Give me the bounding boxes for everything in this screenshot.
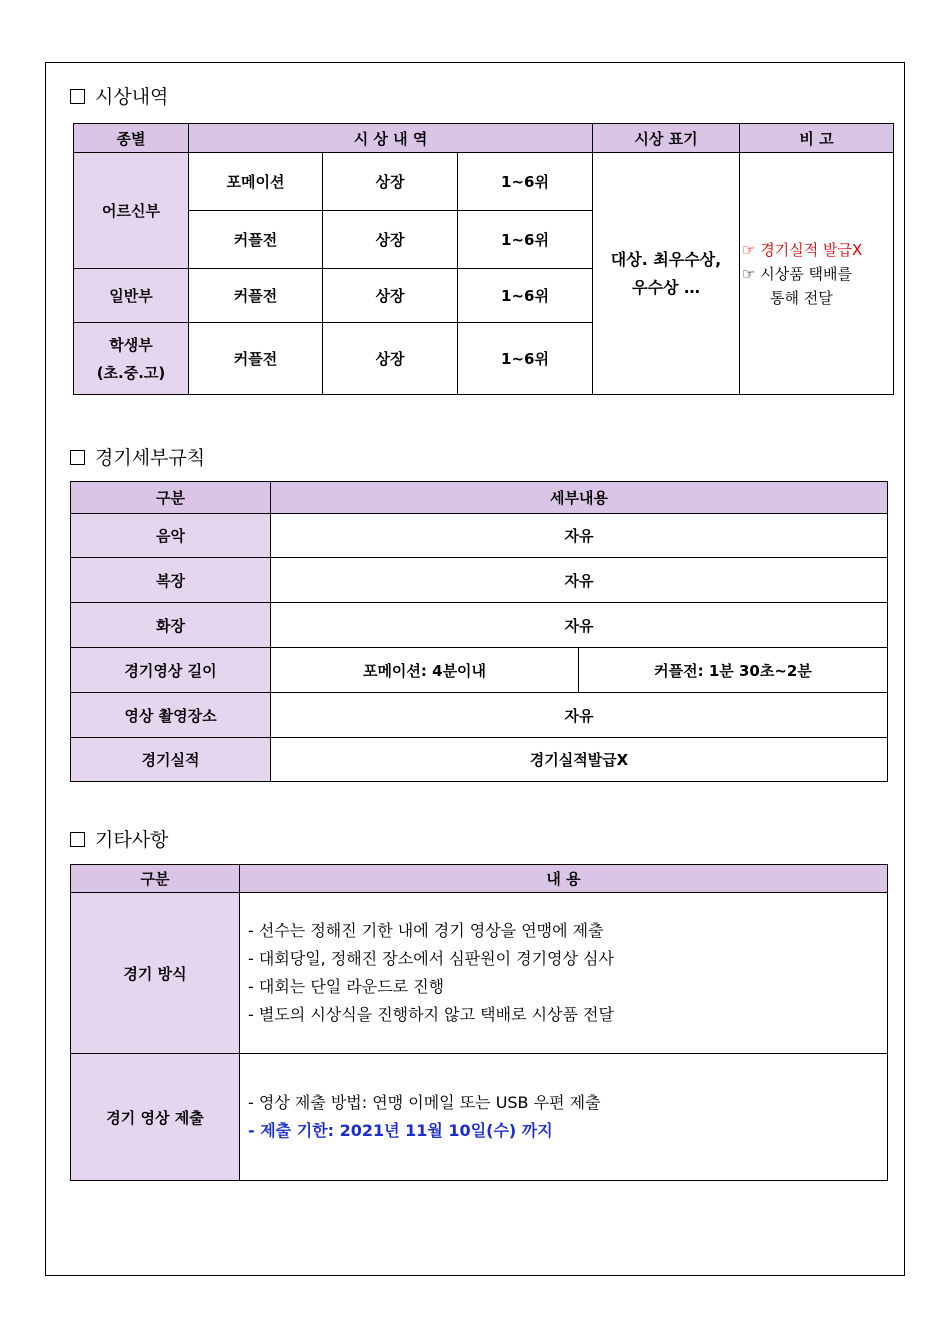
table-cell: 상장: [323, 153, 458, 211]
group-label-student: 학생부 (초.중.고): [74, 323, 189, 395]
list-item: - 선수는 정해진 기한 내에 경기 영상을 연맹에 제출: [248, 921, 604, 940]
rule-label: 음악: [71, 514, 271, 558]
remark-line: ☞ 시상품 택배를: [742, 264, 852, 283]
rule-value: 자유: [271, 603, 888, 648]
header-award-mark: 시상 표기: [593, 124, 740, 153]
header-category: 종별: [74, 124, 189, 153]
header-remarks: 비 고: [740, 124, 894, 153]
section-title-awards: 시상내역: [70, 82, 168, 109]
table-cell: 상장: [323, 269, 458, 323]
remarks-cell: [740, 153, 894, 395]
header-division: 구분: [71, 865, 240, 893]
rule-value: 자유: [271, 514, 888, 558]
list-item: - 대회당일, 정해진 장소에서 심판원이 경기영상 심사: [248, 949, 614, 968]
submission-content: [240, 1054, 888, 1181]
table-cell: 상장: [323, 323, 458, 395]
remark-line: 통해 전달: [770, 288, 833, 307]
header-details: 세부내용: [271, 482, 888, 514]
rule-label: 경기영상 길이: [71, 648, 271, 693]
checkbox-square-icon: [70, 832, 85, 847]
group-label-general: 일반부: [74, 269, 189, 323]
table-cell: 포메이션: [189, 153, 323, 211]
list-item: - 영상 제출 방법: 연맹 이메일 또는 USB 우편 제출: [248, 1093, 601, 1112]
submission-label: 경기 영상 제출: [71, 1054, 240, 1181]
awards-table: [73, 123, 894, 395]
table-cell: 상장: [323, 211, 458, 269]
rule-label: 복장: [71, 558, 271, 603]
table-cell: 1~6위: [458, 211, 593, 269]
rule-value: 포메이션: 4분이내: [271, 648, 579, 693]
misc-table: [70, 864, 888, 1181]
deadline-item: - 제출 기한: 2021년 11월 10일(수) 까지: [248, 1121, 553, 1140]
rule-label: 화장: [71, 603, 271, 648]
checkbox-square-icon: [70, 89, 85, 104]
award-line: 우수상 …: [632, 277, 700, 297]
rule-label: 영상 촬영장소: [71, 693, 271, 738]
checkbox-square-icon: [70, 450, 85, 465]
header-content: 내 용: [240, 865, 888, 893]
rule-value: 자유: [271, 558, 888, 603]
award-mark-cell: [593, 153, 740, 395]
header-award-details: 시 상 내 역: [189, 124, 593, 153]
rule-value: 커플전: 1분 30초~2분: [579, 648, 888, 693]
award-line: 대상. 최우수상,: [610, 249, 722, 269]
method-label: 경기 방식: [71, 893, 240, 1054]
rule-label: 경기실적: [71, 738, 271, 782]
list-item: - 별도의 시상식을 진행하지 않고 택배로 시상품 전달: [248, 1005, 614, 1024]
table-cell: 커플전: [189, 211, 323, 269]
group-label-senior: 어르신부: [74, 153, 189, 269]
method-content: [240, 893, 888, 1054]
rule-value: 자유: [271, 693, 888, 738]
section-title-rules: 경기세부규칙: [70, 443, 205, 470]
section-title-misc: 기타사항: [70, 825, 168, 852]
table-cell: 커플전: [189, 323, 323, 395]
rules-table: [70, 481, 888, 782]
rule-value: 경기실적발급X: [271, 738, 888, 782]
table-cell: 1~6위: [458, 269, 593, 323]
header-division: 구분: [71, 482, 271, 514]
table-cell: 1~6위: [458, 323, 593, 395]
list-item: - 대회는 단일 라운드로 진행: [248, 977, 445, 996]
remark-line: ☞ 경기실적 발급X: [742, 240, 863, 259]
table-cell: 1~6위: [458, 153, 593, 211]
table-cell: 커플전: [189, 269, 323, 323]
